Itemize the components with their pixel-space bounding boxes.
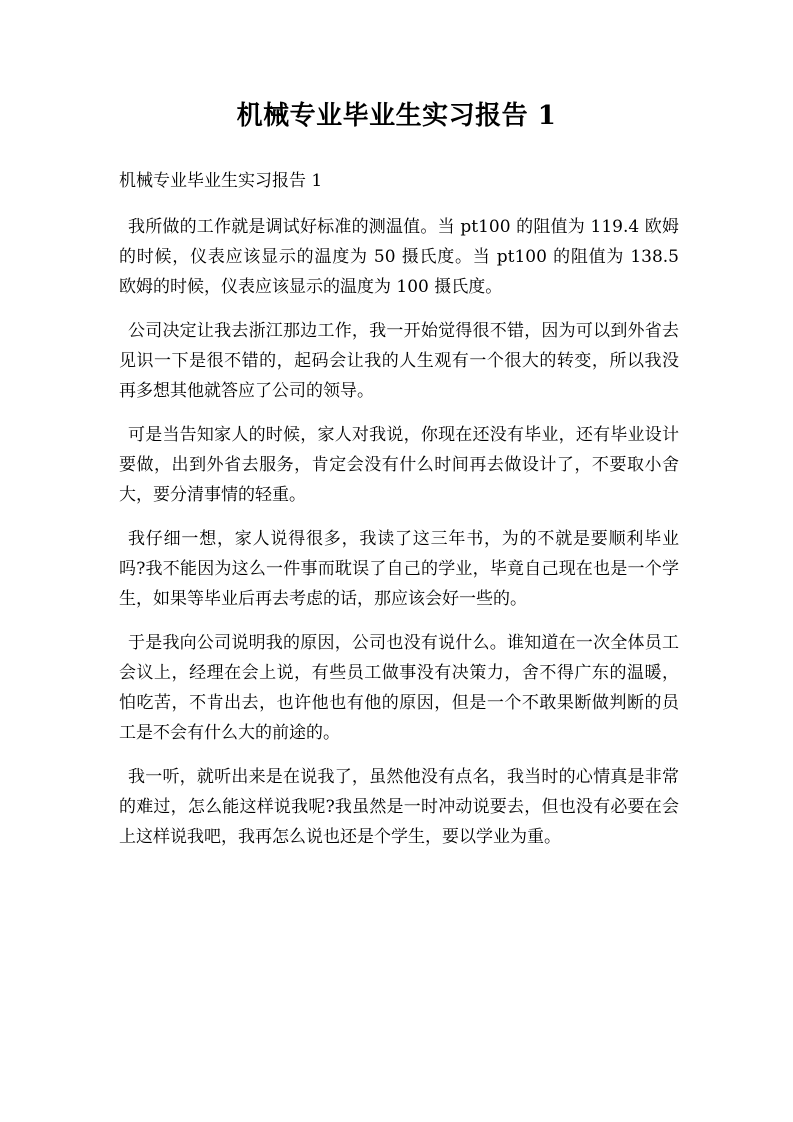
paragraph-2: 公司决定让我去浙江那边工作，我一开始觉得很不错，因为可以到外省去见识一下是很不错的，起码会让我的人生观有一个很大的转变，所以我没再多想其他就答应了公司的领导。 [119,321,679,401]
paragraph-5: 于是我向公司说明我的原因，公司也没有说什么。谁知道在一次全体员工会议上，经理在会上说，有些员工做事没有决策力，舍不得广东的温暖，怕吃苦，不肯出去，也许他也有他的原因，但是一个不敢果断做判断的员工是不会有什么大的前途的。 [119,633,679,743]
paragraph-6: 我一听，就听出来是在说我了，虽然他没有点名，我当时的心情真是非常的难过，怎么能这样说我呢?我虽然是一时冲动说要去，但也没有必要在会上这样说我吧，我再怎么说也还是个学生，要以学业为重。 [119,767,679,847]
paragraph-1: 我所做的工作就是调试好标准的测温值。当 pt100 的阻值为 119.4 欧姆的时候，仪表应该显示的温度为 50 摄氏度。当 pt100 的阻值为 138.5 欧姆的时候，仪表应该显示的温度为 100 摄氏度。 [119,217,679,297]
paragraph-4: 我仔细一想，家人说得很多，我读了这三年书，为的不就是要顺利毕业吗?我不能因为这么一件事而耽误了自己的学业，毕竟自己现在也是一个学生，如果等毕业后再去考虑的话，那应该会好一些的。 [119,529,679,609]
page-title: 机械专业毕业生实习报告 1 [236,101,557,131]
document-subtitle: 机械专业毕业生实习报告 1 [119,171,323,191]
paragraph-3: 可是当告知家人的时候，家人对我说，你现在还没有毕业，还有毕业设计要做，出到外省去服务，肯定会没有什么时间再去做设计了，不要取小舍大，要分清事情的轻重。 [119,425,679,505]
document-body [119,212,679,866]
